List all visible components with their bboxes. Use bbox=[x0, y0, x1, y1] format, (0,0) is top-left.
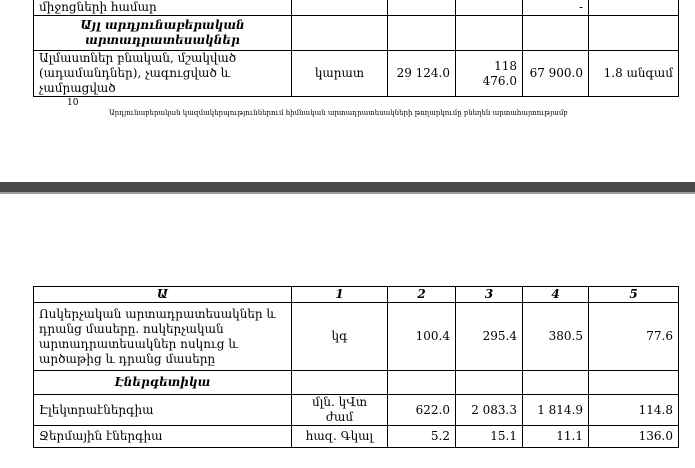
value-cell: 114.8 bbox=[589, 395, 679, 426]
column-header: 4 bbox=[523, 287, 589, 303]
unit-cell: մլն. կՎտ ժամ bbox=[292, 395, 388, 426]
value-cell: 295.4 bbox=[456, 303, 523, 371]
empty-cell bbox=[292, 16, 388, 51]
table-row bbox=[34, 51, 679, 97]
value-cell: 2 083.3 bbox=[456, 395, 523, 426]
empty-cell bbox=[589, 371, 679, 395]
table-header-row bbox=[34, 287, 679, 303]
row-label: միջոցների համար bbox=[34, 0, 292, 16]
section-title: Էներգետիկա bbox=[34, 371, 292, 395]
section-title: Այլ արդյունաբերական արտադրատեսակներ bbox=[34, 16, 292, 51]
empty-cell bbox=[388, 16, 456, 51]
value-cell: 100.4 bbox=[388, 303, 456, 371]
table-row bbox=[34, 303, 679, 371]
empty-cell bbox=[456, 371, 523, 395]
unit-cell: կարատ bbox=[292, 51, 388, 97]
row-label: Ոսկերչական արտադրատեսակներ և դրանց մասերը. ոսկերչական արտադրատեսակներ ոսկուց և արծաթից և դրանց մասերը bbox=[34, 303, 292, 371]
unit-cell bbox=[292, 0, 388, 16]
unit-cell: հազ. Գկալ bbox=[292, 426, 388, 448]
value-cell: 622.0 bbox=[388, 395, 456, 426]
unit-cell: կգ bbox=[292, 303, 388, 371]
empty-cell bbox=[523, 371, 589, 395]
empty-cell bbox=[589, 16, 679, 51]
empty-cell bbox=[456, 16, 523, 51]
value-cell: 1 814.9 bbox=[523, 395, 589, 426]
empty-cell bbox=[292, 371, 388, 395]
column-header: 3 bbox=[456, 287, 523, 303]
value-cell: 29 124.0 bbox=[388, 51, 456, 97]
value-cell: 5.2 bbox=[388, 426, 456, 448]
value-cell: 380.5 bbox=[523, 303, 589, 371]
statistics-table-top bbox=[33, 0, 679, 97]
table-row bbox=[34, 395, 679, 426]
document-page-top bbox=[0, 0, 695, 182]
document-page-bottom bbox=[0, 194, 695, 468]
value-cell: - bbox=[523, 0, 589, 16]
value-cell bbox=[456, 0, 523, 16]
footnote-text: Արդյունաբերական կազմակերպություններում հիմնական արտադրատեսակների թողարկումը բնեղեն արտահայտությամբ bbox=[109, 109, 568, 117]
column-header: 5 bbox=[589, 287, 679, 303]
value-cell bbox=[589, 0, 679, 16]
column-header: 2 bbox=[388, 287, 456, 303]
table-row bbox=[34, 426, 679, 448]
empty-cell bbox=[388, 371, 456, 395]
section-row bbox=[34, 371, 679, 395]
value-cell bbox=[388, 0, 456, 16]
table-row bbox=[34, 0, 679, 16]
value-cell: 118 476.0 bbox=[456, 51, 523, 97]
value-cell: 15.1 bbox=[456, 426, 523, 448]
value-cell: 1.8 անգամ bbox=[589, 51, 679, 97]
footnote-mark: 10 bbox=[67, 98, 79, 108]
value-cell: 77.6 bbox=[589, 303, 679, 371]
value-cell: 67 900.0 bbox=[523, 51, 589, 97]
column-header: 1 bbox=[292, 287, 388, 303]
row-label: Ալմաստներ բնական, մշակված (ադամանդներ), չագուցված և չամրացված bbox=[34, 51, 292, 97]
section-row bbox=[34, 16, 679, 51]
empty-cell bbox=[523, 16, 589, 51]
statistics-table-bottom bbox=[33, 286, 679, 448]
row-label: Ջերմային էներգիա bbox=[34, 426, 292, 448]
page-separator bbox=[0, 182, 695, 194]
row-label: Էլեկտրաէներգիա bbox=[34, 395, 292, 426]
value-cell: 136.0 bbox=[589, 426, 679, 448]
column-header: Ա bbox=[34, 287, 292, 303]
value-cell: 11.1 bbox=[523, 426, 589, 448]
